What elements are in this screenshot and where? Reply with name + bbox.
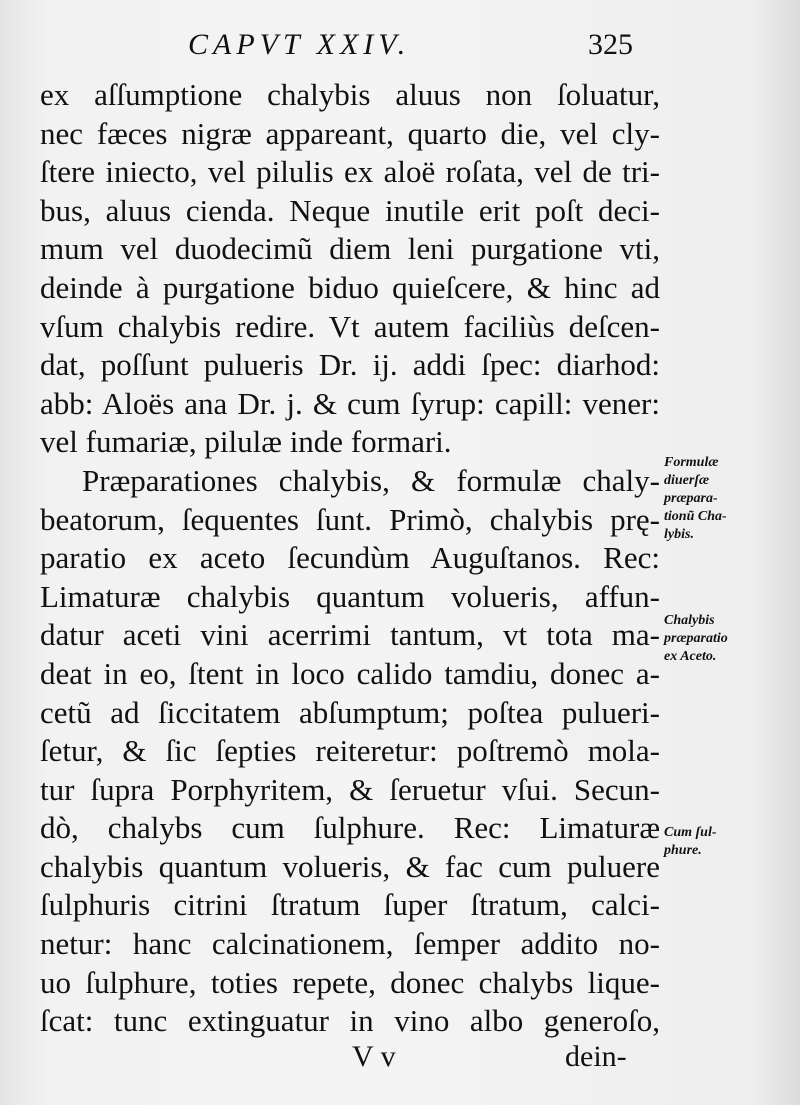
text-line: mum vel duodecimũ diem leni purgatione vti, [40, 231, 660, 267]
text-line: ſtere iniecto, vel pilulis ex aloë roſata, vel de tri- [40, 154, 660, 190]
text-line: cetũ ad ſiccitatem abſumptum; poſtea pulueri- [40, 694, 660, 730]
marginal-note-sulphure [664, 824, 794, 860]
text-line: nec fæces nigræ appareant, quarto die, vel cly- [40, 115, 660, 151]
text-line: datur aceti vini acerrimi tantum, vt tota ma- [40, 617, 660, 653]
marginal-note-line: ex Aceto. [664, 649, 717, 664]
marginal-note-line: præpara- [664, 491, 718, 506]
text-line: vel fumariæ, pilulæ inde formari. [40, 424, 452, 460]
marginal-note-line: diuerſæ [664, 473, 710, 488]
text-line: netur: hanc calcinationem, ſemper addito no- [40, 926, 660, 962]
text-line: uo ſulphure, toties repete, donec chalybs lique- [40, 964, 660, 1000]
text-line: dò, chalybs cum ſulphure. Rec: Limaturæ [40, 810, 660, 846]
text-line: chalybis quantum volueris, & fac cum puluere [40, 848, 660, 884]
text-line: Limaturæ chalybis quantum volueris, affun- [40, 578, 660, 614]
marginal-note-aceto [664, 612, 794, 666]
text-line: ſetur, & ſic ſepties reiteretur: poſtremò mola- [40, 733, 660, 769]
marginal-note-line: tionũ Cha- [664, 509, 727, 524]
signature-mark: V v [352, 1040, 396, 1073]
marginal-note-formulae [664, 454, 794, 544]
marginal-note-line: lybis. [664, 527, 694, 542]
text-line: dat, poſſunt pulueris Dr. ij. addi ſpec: diarhod: [40, 347, 660, 383]
body-text [40, 76, 660, 1041]
marginal-note-line: præparatio [664, 631, 728, 646]
marginal-note-line: phure. [664, 843, 702, 858]
text-line: ſcat: tunc extinguatur in vino albo generoſo, [40, 1003, 660, 1039]
text-line: deat in eo, ſtent in loco calido tamdiu, donec a- [40, 655, 660, 691]
text-line: Præparationes chalybis, & formulæ chaly- [82, 462, 660, 498]
text-line: beatorum, ſequentes ſunt. Primò, chalybis prę- [40, 501, 660, 537]
text-line: deinde à purgatione biduo quieſcere, & hinc ad [40, 269, 660, 305]
text-line: tur ſupra Porphyritem, & ſeruetur vſui. Secun- [40, 771, 660, 807]
running-head: CAPVT XXIV. [188, 28, 411, 61]
marginal-note-line: Formulæ [664, 455, 719, 470]
text-line: vſum chalybis redire. Vt autem faciliùs deſcen- [40, 308, 660, 344]
page-number: 325 [588, 28, 633, 61]
text-line: abb: Aloës ana Dr. j. & cum ſyrup: capill: vener: [40, 385, 660, 421]
text-line: bus, aluus cienda. Neque inutile erit poſt deci- [40, 192, 660, 228]
marginal-note-line: Chalybis [664, 613, 715, 628]
text-line: ſulphuris citrini ſtratum ſuper ſtratum, calci- [40, 887, 660, 923]
page-footer [0, 1040, 800, 1080]
page-header [0, 28, 800, 68]
marginal-note-line: Cum ſul- [664, 825, 717, 840]
text-line: ex aſſumptione chalybis aluus non ſoluatur, [40, 77, 660, 112]
catchword: dein- [565, 1040, 627, 1073]
text-line: paratio ex aceto ſecundùm Auguſtanos. Rec: [40, 540, 660, 576]
